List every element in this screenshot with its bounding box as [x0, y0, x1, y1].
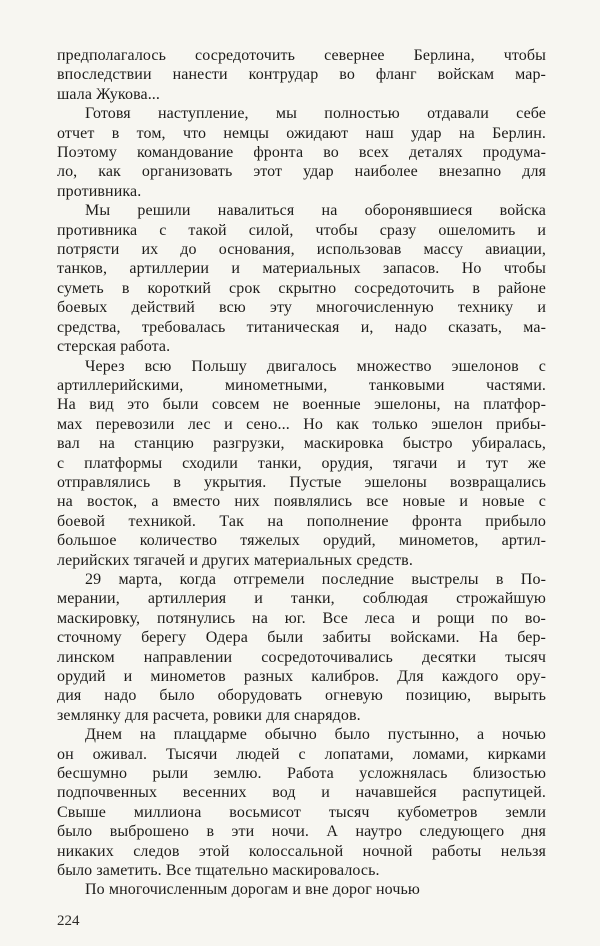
text-line: землянку для расчета, ровики для снарядов.	[57, 706, 361, 724]
text-line: маскировку, потянулись на юг. Все леса и рощи по во-	[57, 609, 546, 627]
text-line: боевых действий всю эту многочисленную технику и	[57, 299, 546, 317]
text-line: было заметить. Все тщательно маскировалось.	[57, 862, 380, 880]
paragraph	[57, 357, 546, 570]
text-line: никаких следов этой колоссальной ночной работы нельзя	[57, 842, 546, 860]
text-line: было выброшено в эти ночи. А наутро следующего дня	[57, 823, 546, 841]
text-line: линском направлении сосредоточивались десятки тысяч	[57, 648, 546, 666]
text-line: мах перевозили лес и сено... Но как только эшелон прибы-	[57, 415, 546, 433]
text-line: шала Жукова...	[57, 85, 161, 103]
text-line: на восток, а вместо них появлялись все новые и новые с	[57, 493, 546, 511]
paragraph	[57, 880, 546, 899]
text-line: танков, артиллерии и материальных запасов. Но чтобы	[57, 260, 546, 278]
paragraph	[57, 46, 546, 104]
text-line: он оживал. Тысячи людей с лопатами, ломами, кирками	[57, 745, 546, 763]
paragraph	[57, 104, 546, 201]
text-line: вал на станцию разгрузки, маскировка быстро убиралась,	[57, 435, 546, 453]
text-line: ло, как организовать этот удар наиболее внезапно для	[57, 163, 546, 181]
text-line: Мы решили навалиться на оборонявшиеся войска	[85, 202, 546, 220]
paragraph	[57, 725, 546, 880]
text-line: отправлялись в укрытия. Пустые эшелоны возвращались	[57, 473, 546, 491]
text-line: отчет в том, что немцы ожидают наш удар на Берлин.	[57, 124, 546, 142]
text-line: средства, требовалась титаническая и, надо сказать, ма-	[57, 318, 546, 336]
text-line: с платформы сходили танки, орудия, тягачи и тут же	[57, 454, 546, 472]
text-line: большое количество тяжелых орудий, минометов, артил-	[57, 532, 546, 550]
text-line: противника с такой силой, чтобы сразу ошеломить и	[57, 221, 546, 239]
text-line: Готовя наступление, мы полностью отдавали себе	[85, 105, 546, 123]
text-line: Через всю Польшу двигалось множество эшелонов с	[85, 357, 546, 375]
text-line: Поэтому командование фронта во всех деталях продума-	[57, 144, 546, 162]
text-line: Свыше миллиона восьмисот тысяч кубометров земли	[57, 803, 546, 821]
text-line: мерании, артиллерия и танки, соблюдая строжайшую	[57, 590, 546, 608]
text-line: подпочвенных весенних вод и начавшейся распутицей.	[57, 784, 546, 802]
text-line: суметь в короткий срок скрытно сосредоточить в районе	[57, 279, 546, 297]
text-line: дия надо было оборудовать огневую позицию, вырыть	[57, 687, 546, 705]
text-line: артиллерийскими, минометными, танковыми частями.	[57, 376, 546, 394]
page-number: 224	[57, 912, 80, 929]
text-line: противника.	[57, 182, 142, 200]
text-line: На вид это были совсем не военные эшелоны, на платфор-	[57, 396, 546, 414]
text-line: лерийских тягачей и других материальных средств.	[57, 551, 413, 569]
text-line: впоследствии нанести контрудар во фланг войскам мар-	[57, 66, 546, 84]
text-line: По многочисленным дорогам и вне дорог ночью	[85, 881, 420, 899]
text-line: бесшумно рыли землю. Работа усложнялась близостью	[57, 765, 546, 783]
text-line: сточному берегу Одера были забиты войсками. На бер-	[57, 629, 546, 647]
text-line: предполагалось сосредоточить севернее Берлина, чтобы	[57, 47, 546, 64]
paragraph	[57, 570, 546, 725]
text-line: 29 марта, когда отгремели последние выстрелы в По-	[85, 570, 546, 588]
paragraph	[57, 201, 546, 356]
text-block	[57, 46, 546, 900]
text-line: Днем на плацдарме обычно было пустынно, а ночью	[85, 726, 546, 744]
text-line: стерская работа.	[57, 338, 171, 356]
text-line: боевой техникой. Так на пополнение фронта прибыло	[57, 512, 546, 530]
text-line: потрясти их до основания, использовав массу авиации,	[57, 241, 546, 259]
text-line: орудий и минометов разных калибров. Для каждого ору-	[57, 668, 546, 685]
